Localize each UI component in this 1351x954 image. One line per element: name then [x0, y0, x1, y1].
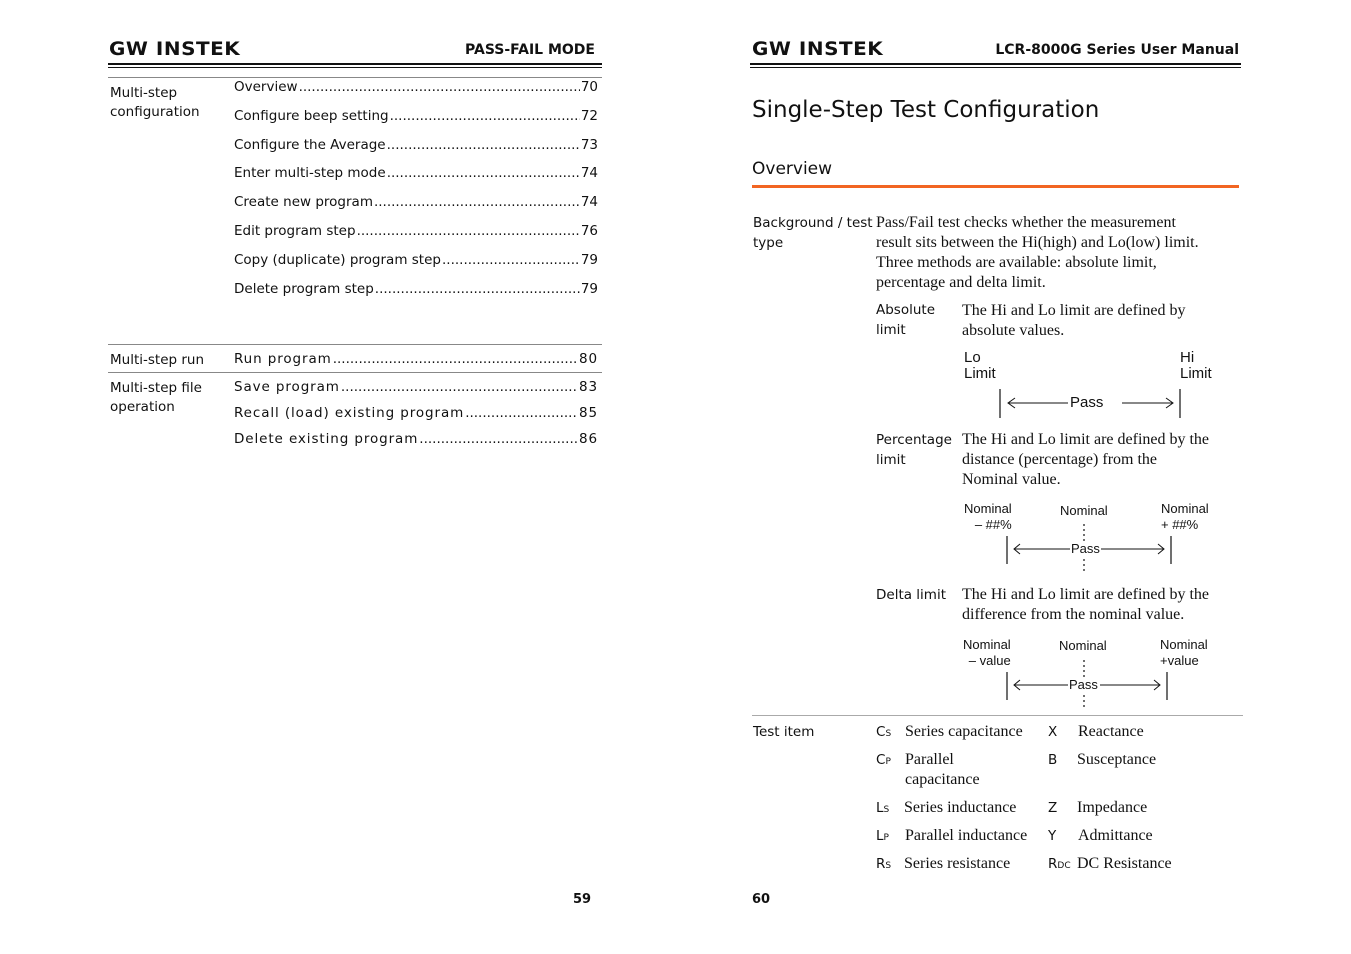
test-item-name: Series capacitance	[905, 723, 1023, 740]
header-rule	[108, 63, 602, 65]
test-item-name: DC Resistance	[1077, 855, 1172, 872]
leader-dots	[333, 351, 578, 367]
test-item-symbol: Z	[1048, 800, 1058, 816]
label-line: Percentage	[876, 432, 952, 448]
background-text	[876, 213, 1199, 293]
lo-limit-label	[964, 350, 996, 382]
delta-text	[962, 585, 1209, 625]
text-line: distance (percentage) from the	[962, 451, 1158, 468]
text-line: absolute values.	[962, 322, 1065, 339]
toc-section-label	[110, 379, 202, 417]
header-rule-thin	[750, 67, 1241, 68]
label-line: Delta limit	[876, 587, 947, 603]
toc-entry-title: Copy (duplicate) program step	[234, 252, 441, 268]
toc-entry-page: 86	[579, 431, 598, 447]
toc-entry-page: 85	[579, 405, 598, 421]
header-title: LCR-8000G Series User Manual	[995, 42, 1239, 58]
label-line: limit	[876, 452, 906, 468]
label-line: Multi-step file	[110, 380, 202, 396]
toc-entry-title: Save program	[234, 379, 340, 395]
toc-entry-page: 74	[580, 194, 598, 210]
toc-entry-delete-program[interactable]	[234, 431, 598, 447]
toc-entry-title: Enter multi-step mode	[234, 165, 386, 181]
toc-entry-title: Overview	[234, 79, 298, 95]
test-item-symbol: X	[1048, 724, 1058, 740]
header-rule-thin	[108, 67, 602, 68]
test-item-name: Admittance	[1078, 827, 1153, 844]
toc-entry-title: Delete program step	[234, 281, 374, 297]
test-item-symbol: CS	[876, 724, 892, 740]
pass-label: Pass	[1069, 677, 1098, 692]
text-line: difference from the nominal value.	[962, 606, 1185, 623]
text-line: Nominal value.	[962, 471, 1061, 488]
label-line: – ##%	[974, 517, 1012, 532]
section-subtitle: Overview	[752, 159, 833, 179]
percentage-text	[962, 430, 1209, 490]
toc-entry-title: Create new program	[234, 194, 373, 210]
leader-dots	[387, 137, 580, 153]
label-line: + ##%	[1161, 517, 1199, 532]
toc-entry-page: 83	[579, 379, 598, 395]
text-line: percentage and delta limit.	[876, 274, 1046, 291]
section-divider	[108, 77, 602, 78]
leader-dots	[375, 281, 580, 297]
leader-dots	[442, 252, 580, 268]
section-divider	[108, 344, 602, 345]
test-item-symbol: LS	[876, 800, 890, 816]
toc-entry-title: Recall (load) existing program	[234, 405, 465, 421]
header-rule	[750, 63, 1241, 65]
toc-entry-delete-step[interactable]	[234, 281, 598, 297]
toc-entry-title: Run program	[234, 351, 332, 367]
background-label	[753, 213, 873, 253]
label-line: Nominal	[1161, 501, 1209, 516]
leader-dots	[299, 79, 580, 95]
toc-section-label	[110, 351, 204, 370]
label-line: Multi-step	[110, 85, 178, 101]
label-line: type	[753, 235, 784, 251]
text-line: Parallel	[905, 751, 954, 768]
test-item-symbol: RDC	[1048, 856, 1071, 872]
label-line: configuration	[110, 104, 200, 120]
leader-dots	[419, 431, 578, 447]
toc-entry-page: 80	[579, 351, 598, 367]
test-item-symbol: CP	[876, 752, 891, 768]
absolute-text	[962, 301, 1185, 341]
text-line: The Hi and Lo limit are defined by the	[962, 586, 1210, 603]
section-divider	[108, 372, 602, 373]
text-line: Three methods are available: absolute limit,	[876, 254, 1157, 271]
leader-dots	[374, 194, 580, 210]
gw-instek-logo: GW INSTEK	[109, 38, 241, 60]
subtitle-rule	[752, 185, 1239, 188]
label-line: Limit	[1180, 365, 1212, 382]
label-line: +value	[1160, 653, 1199, 668]
test-item-name: Impedance	[1077, 799, 1148, 816]
label-line: Hi	[1180, 349, 1195, 366]
text-line: result sits between the Hi(high) and Lo(low) limit.	[876, 234, 1199, 251]
label-line: Multi-step run	[110, 352, 205, 368]
toc-entry-title: Configure the Average	[234, 137, 386, 153]
toc-entry-average[interactable]	[234, 137, 598, 153]
toc-entry-page: 76	[580, 223, 598, 239]
label-line: Lo	[964, 349, 981, 366]
test-item-name: Series resistance	[904, 855, 1011, 872]
gw-instek-logo: GW INSTEK	[752, 38, 884, 60]
nominal-center-label: Nominal	[1060, 503, 1108, 518]
toc-entry-edit[interactable]	[234, 223, 598, 239]
toc-entry-page: 79	[580, 281, 598, 297]
leader-dots	[387, 165, 580, 181]
text-line: Pass/Fail test checks whether the measurement	[876, 214, 1176, 231]
label-line: Absolute	[876, 302, 936, 318]
nominal-center-label: Nominal	[1059, 638, 1107, 653]
toc-entry-page: 74	[580, 165, 598, 181]
text-line: The Hi and Lo limit are defined by	[962, 302, 1186, 319]
leader-dots	[341, 379, 578, 395]
toc-entry-enter-mode[interactable]	[234, 165, 598, 181]
toc-entry-save[interactable]	[234, 379, 598, 395]
toc-entry-overview[interactable]	[234, 79, 598, 95]
label-line: Nominal	[964, 501, 1012, 516]
text-line: The Hi and Lo limit are defined by the	[962, 431, 1210, 448]
test-item-symbol: LP	[876, 828, 889, 844]
test-item-name: Parallel inductance	[905, 827, 1028, 844]
label-line: Nominal	[963, 637, 1011, 652]
test-item-label: Test item	[753, 724, 815, 740]
toc-entry-beep[interactable]	[234, 108, 598, 124]
test-item-name	[905, 750, 980, 790]
test-item-name: Susceptance	[1077, 751, 1157, 768]
test-item-symbol: Y	[1048, 828, 1057, 844]
hi-limit-label	[1180, 350, 1212, 382]
header-title: PASS-FAIL MODE	[465, 42, 595, 58]
toc-entry-title: Configure beep setting	[234, 108, 389, 124]
test-item-symbol: RS	[876, 856, 892, 872]
leader-dots	[390, 108, 580, 124]
toc-entry-page: 79	[580, 252, 598, 268]
label-line: – value	[968, 653, 1011, 668]
test-item-name: Series inductance	[904, 799, 1017, 816]
test-item-name: Reactance	[1078, 723, 1144, 740]
label-line: limit	[876, 322, 906, 338]
absolute-label	[876, 300, 935, 340]
toc-entry-title: Edit program step	[234, 223, 356, 239]
toc-entry-page: 73	[580, 137, 598, 153]
pass-label: Pass	[1071, 541, 1100, 556]
percentage-label	[876, 430, 952, 470]
toc-entry-create[interactable]	[234, 194, 598, 210]
page-number: 60	[752, 892, 771, 907]
label-line: Limit	[964, 365, 996, 382]
pass-label: Pass	[1070, 394, 1104, 411]
toc-entry-page: 72	[580, 108, 598, 124]
test-item-symbol: B	[1048, 752, 1058, 768]
toc-entry-run[interactable]	[234, 351, 598, 367]
leader-dots	[465, 405, 578, 421]
page-number: 59	[573, 892, 592, 907]
section-divider	[752, 715, 1243, 716]
text-line: capacitance	[905, 771, 980, 788]
toc-entry-page: 70	[580, 79, 598, 95]
label-line: operation	[110, 399, 175, 415]
toc-entry-copy[interactable]	[234, 252, 598, 268]
toc-entry-title: Delete existing program	[234, 431, 419, 447]
page-title: Single-Step Test Configuration	[752, 97, 1100, 123]
leader-dots	[357, 223, 580, 239]
delta-label	[876, 585, 946, 605]
toc-entry-recall[interactable]	[234, 405, 598, 421]
toc-section-label	[110, 84, 200, 122]
label-line: Nominal	[1160, 637, 1208, 652]
label-line: Background / test	[753, 215, 873, 231]
